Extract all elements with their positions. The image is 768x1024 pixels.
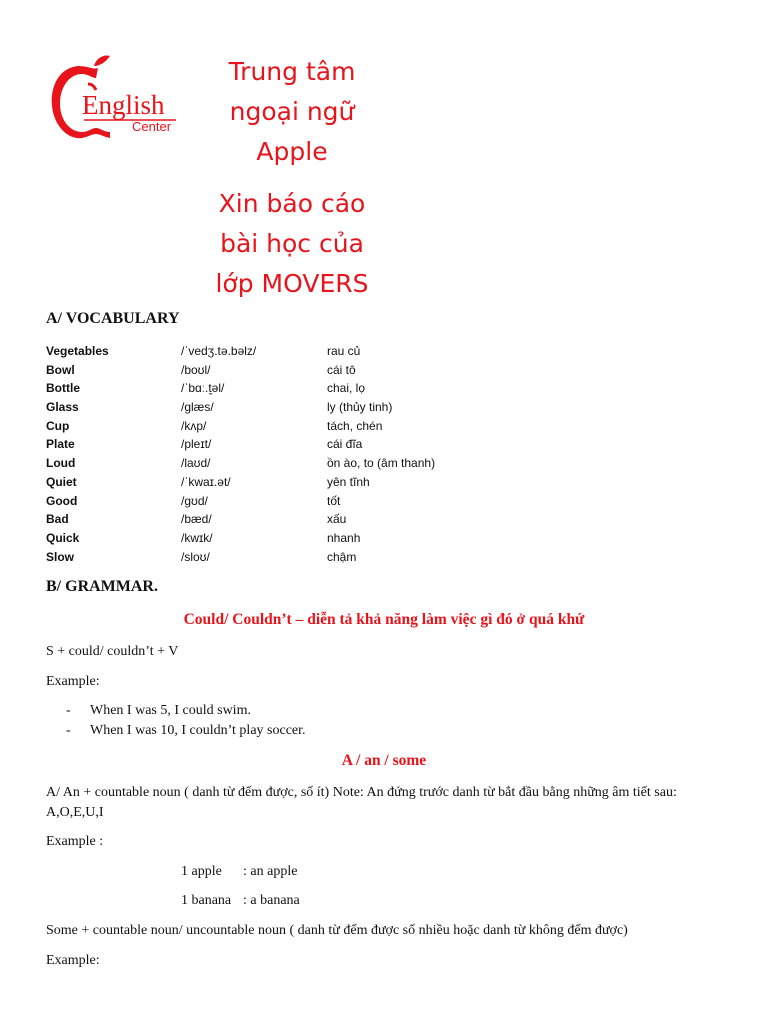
aan-example-result: : an apple (243, 864, 298, 879)
could-formula: S + could/ couldn’t + V (46, 644, 179, 659)
vocab-meaning: chai, lọ (327, 381, 366, 396)
report-subtitle (192, 184, 392, 304)
vocab-row (46, 398, 546, 417)
center-title (192, 52, 392, 172)
vocab-ipa: /bæd/ (181, 512, 212, 527)
vocab-meaning: tốt (327, 493, 341, 508)
example-label: Example: (46, 953, 100, 968)
could-example-text: When I was 10, I couldn’t play soccer. (90, 723, 306, 738)
grammar-heading: B/ GRAMMAR. (46, 578, 158, 595)
vocab-row (46, 342, 546, 361)
vocab-word: Glass (46, 400, 79, 415)
vocab-ipa: /sloʊ/ (181, 549, 210, 564)
vocab-meaning: chậm (327, 549, 357, 564)
vocab-meaning: ly (thủy tinh) (327, 400, 393, 415)
vocab-word: Cup (46, 418, 70, 433)
vocab-ipa: /kʌp/ (181, 418, 207, 433)
aan-rule: A/ An + countable noun ( danh từ đếm được, số ít) Note: An đứng trước danh từ bắt đầu bằng những âm tiết sau: A,O,E,U,I (46, 785, 677, 820)
english-center-logo (48, 54, 180, 144)
vocab-ipa: /laʊd/ (181, 456, 211, 471)
aan-example-item: 1 banana (181, 893, 232, 908)
vocab-row (46, 454, 546, 473)
logo-sub: Center (132, 119, 172, 134)
vocab-meaning: yên tĩnh (327, 474, 370, 489)
vocab-row (46, 492, 546, 511)
vocab-ipa: /gʊd/ (181, 493, 208, 508)
vocab-row (46, 361, 546, 380)
vocab-ipa: /boʊl/ (181, 362, 211, 377)
vocab-meaning: cái đĩa (327, 437, 363, 452)
vocab-row (46, 435, 546, 454)
vocab-row (46, 379, 546, 398)
title-line: ngoại ngữ (229, 97, 355, 126)
vocab-meaning: nhanh (327, 530, 361, 545)
vocab-word: Quick (46, 530, 80, 545)
vocab-ipa: /ˈvedʒ.tə.bəlz/ (181, 344, 257, 358)
vocab-meaning: rau củ (327, 344, 361, 358)
logo-word: English (82, 90, 165, 120)
bullet-dash: - (66, 703, 71, 718)
vocab-word: Vegetables (46, 344, 109, 358)
vocab-meaning: tách, chén (327, 418, 383, 433)
vocab-row (46, 417, 546, 436)
could-example-item (66, 701, 251, 721)
vocab-ipa: /glæs/ (181, 400, 214, 415)
subtitle-line: lớp MOVERS (215, 269, 369, 298)
aan-some-title: A / an / some (341, 752, 427, 769)
vocab-row (46, 548, 546, 567)
aan-example-item: 1 apple (181, 864, 222, 879)
vocab-ipa: /ˈkwaɪ.ət/ (181, 474, 231, 489)
vocab-word: Good (46, 493, 78, 508)
vocab-ipa: /ˈbɑː.t̬əl/ (181, 381, 225, 396)
vocab-ipa: /pleɪt/ (181, 437, 212, 452)
vocab-word: Plate (46, 437, 75, 452)
vocab-word: Bottle (46, 381, 80, 396)
vocabulary-heading: A/ VOCABULARY (46, 310, 180, 327)
vocab-meaning: xấu (327, 512, 347, 527)
vocab-row (46, 473, 546, 492)
vocab-word: Bowl (46, 362, 75, 377)
could-title: Could/ Couldn’t – diễn tả khả năng làm việc gì đó ở quá khứ (183, 611, 585, 628)
vocab-row (46, 510, 546, 529)
subtitle-line: bài học của (220, 229, 364, 258)
vocab-word: Quiet (46, 474, 77, 489)
vocab-word: Bad (46, 512, 69, 527)
title-line: Trung tâm (228, 57, 356, 86)
aan-example-result: : a banana (243, 893, 300, 908)
could-example-item (66, 721, 306, 741)
vocab-meaning: ồn ào, to (âm thanh) (327, 456, 436, 471)
vocab-ipa: /kwɪk/ (181, 530, 213, 545)
vocab-row (46, 529, 546, 548)
title-line: Apple (256, 137, 328, 166)
could-example-text: When I was 5, I could swim. (90, 703, 251, 718)
example-label: Example : (46, 834, 104, 849)
subtitle-line: Xin báo cáo (218, 189, 366, 218)
example-label: Example: (46, 674, 100, 689)
vocab-meaning: cái tô (327, 362, 356, 377)
vocab-word: Loud (46, 456, 76, 471)
vocabulary-table (46, 342, 546, 566)
vocab-word: Slow (46, 549, 75, 564)
bullet-dash: - (66, 723, 71, 738)
some-rule: Some + countable noun/ uncountable noun ( danh từ đếm được số nhiều hoặc danh từ không đếm được) (46, 923, 628, 938)
